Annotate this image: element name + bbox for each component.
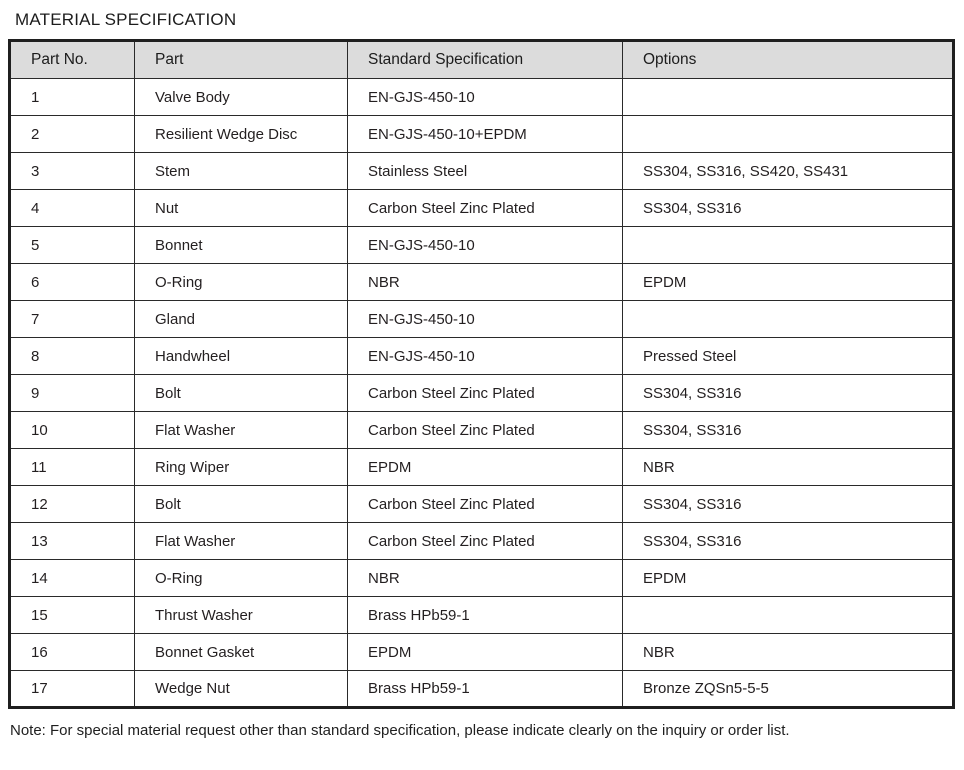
table-row [10, 523, 954, 560]
options-cell: SS304, SS316 [623, 375, 954, 412]
header-options: Options [623, 41, 954, 79]
options-cell: NBR [623, 634, 954, 671]
table-row [10, 671, 954, 708]
spec-cell: Brass HPb59-1 [348, 597, 623, 634]
header-standard-specification: Standard Specification [348, 41, 623, 79]
part-no-cell: 15 [10, 597, 135, 634]
table-row [10, 486, 954, 523]
part-no-cell: 8 [10, 338, 135, 375]
options-cell: NBR [623, 449, 954, 486]
table-row [10, 449, 954, 486]
part-cell: Handwheel [135, 338, 348, 375]
part-cell: Resilient Wedge Disc [135, 116, 348, 153]
spec-cell: NBR [348, 264, 623, 301]
part-cell: Bonnet Gasket [135, 634, 348, 671]
spec-cell: Carbon Steel Zinc Plated [348, 375, 623, 412]
options-cell: EPDM [623, 560, 954, 597]
part-cell: Gland [135, 301, 348, 338]
table-row [10, 634, 954, 671]
table-row [10, 227, 954, 264]
options-cell: EPDM [623, 264, 954, 301]
part-cell: Wedge Nut [135, 671, 348, 708]
material-spec-table [8, 39, 955, 709]
options-cell: Bronze ZQSn5-5-5 [623, 671, 954, 708]
part-no-cell: 12 [10, 486, 135, 523]
table-row [10, 375, 954, 412]
options-cell: Pressed Steel [623, 338, 954, 375]
options-cell [623, 116, 954, 153]
options-cell: SS304, SS316 [623, 190, 954, 227]
part-no-cell: 5 [10, 227, 135, 264]
table-row [10, 338, 954, 375]
part-no-cell: 14 [10, 560, 135, 597]
table-row [10, 597, 954, 634]
spec-cell: EN-GJS-450-10 [348, 227, 623, 264]
part-cell: O-Ring [135, 264, 348, 301]
part-no-cell: 11 [10, 449, 135, 486]
part-no-cell: 1 [10, 79, 135, 116]
spec-cell: Carbon Steel Zinc Plated [348, 486, 623, 523]
table-row [10, 116, 954, 153]
spec-cell: Carbon Steel Zinc Plated [348, 412, 623, 449]
spec-cell: EPDM [348, 634, 623, 671]
table-header-row [10, 41, 954, 79]
spec-table-body [10, 79, 954, 708]
table-row [10, 412, 954, 449]
spec-cell: EN-GJS-450-10 [348, 79, 623, 116]
part-cell: Nut [135, 190, 348, 227]
part-no-cell: 13 [10, 523, 135, 560]
table-row [10, 301, 954, 338]
options-cell: SS304, SS316 [623, 412, 954, 449]
table-row [10, 153, 954, 190]
options-cell: SS304, SS316 [623, 486, 954, 523]
options-cell: SS304, SS316 [623, 523, 954, 560]
part-cell: Bolt [135, 486, 348, 523]
footer-note: Note: For special material request other than standard specification, please indicate clearly on the inquiry or order list. [10, 722, 790, 739]
table-row [10, 560, 954, 597]
part-no-cell: 9 [10, 375, 135, 412]
part-no-cell: 17 [10, 671, 135, 708]
table-row [10, 190, 954, 227]
part-no-cell: 16 [10, 634, 135, 671]
page-title: MATERIAL SPECIFICATION [15, 10, 237, 29]
part-no-cell: 10 [10, 412, 135, 449]
spec-cell: Brass HPb59-1 [348, 671, 623, 708]
part-cell: O-Ring [135, 560, 348, 597]
table-row [10, 79, 954, 116]
table-row [10, 264, 954, 301]
spec-cell: EN-GJS-450-10 [348, 301, 623, 338]
part-no-cell: 3 [10, 153, 135, 190]
part-cell: Flat Washer [135, 523, 348, 560]
options-cell [623, 301, 954, 338]
options-cell: SS304, SS316, SS420, SS431 [623, 153, 954, 190]
part-cell: Bolt [135, 375, 348, 412]
part-cell: Valve Body [135, 79, 348, 116]
spec-cell: Carbon Steel Zinc Plated [348, 190, 623, 227]
part-no-cell: 4 [10, 190, 135, 227]
part-no-cell: 6 [10, 264, 135, 301]
part-no-cell: 7 [10, 301, 135, 338]
options-cell [623, 79, 954, 116]
options-cell [623, 597, 954, 634]
spec-cell: EPDM [348, 449, 623, 486]
part-cell: Flat Washer [135, 412, 348, 449]
header-part-no: Part No. [10, 41, 135, 79]
part-cell: Stem [135, 153, 348, 190]
part-cell: Ring Wiper [135, 449, 348, 486]
options-cell [623, 227, 954, 264]
spec-cell: EN-GJS-450-10 [348, 338, 623, 375]
header-part: Part [135, 41, 348, 79]
part-cell: Bonnet [135, 227, 348, 264]
spec-cell: EN-GJS-450-10+EPDM [348, 116, 623, 153]
spec-cell: NBR [348, 560, 623, 597]
part-cell: Thrust Washer [135, 597, 348, 634]
spec-cell: Carbon Steel Zinc Plated [348, 523, 623, 560]
part-no-cell: 2 [10, 116, 135, 153]
spec-cell: Stainless Steel [348, 153, 623, 190]
